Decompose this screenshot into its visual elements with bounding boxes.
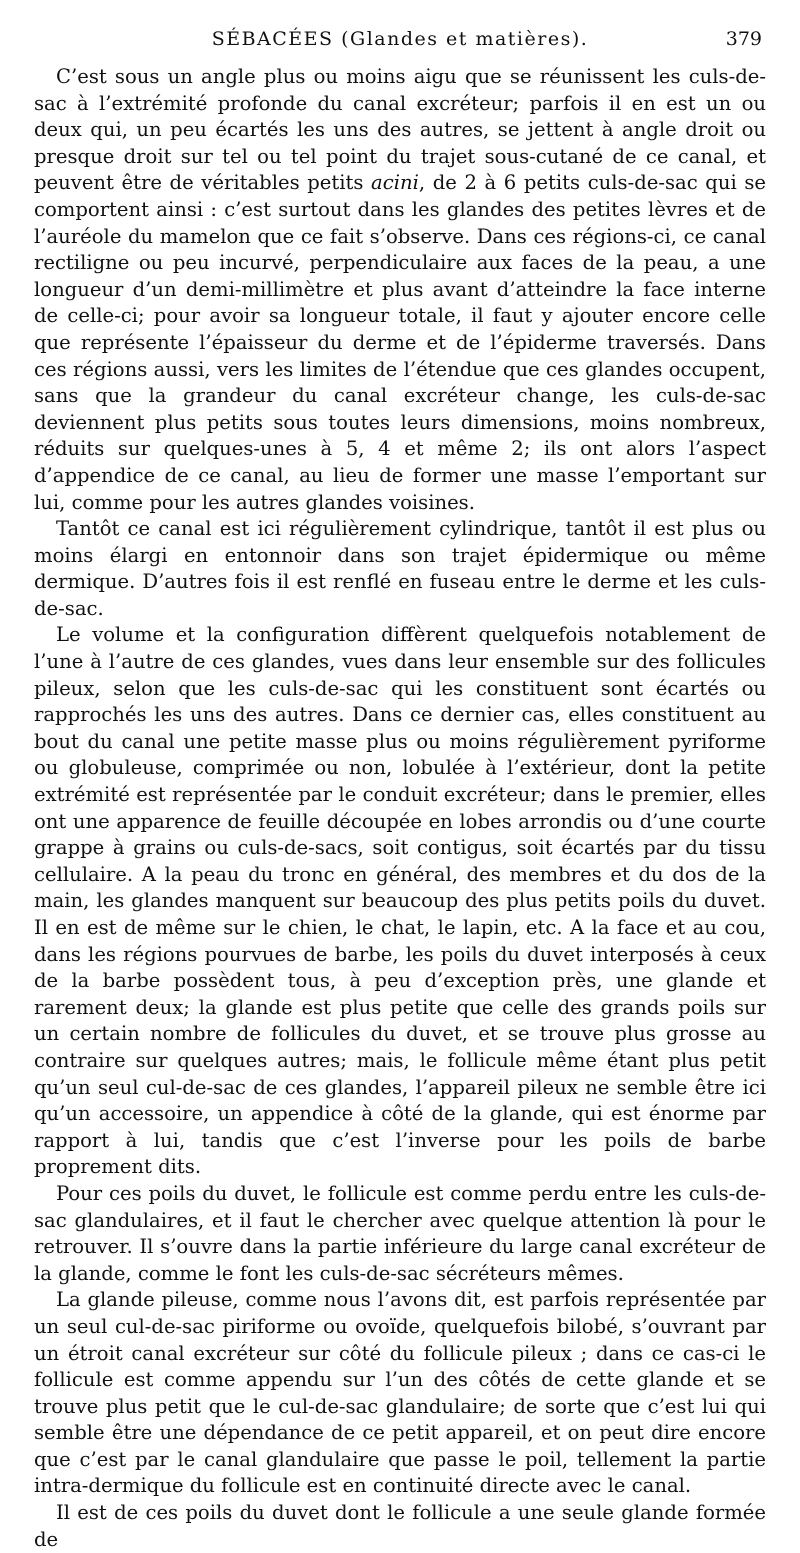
paragraph: Pour ces poils du duvet, le follicule est comme perdu entre les culs-de-sac glandulaires, et il faut le chercher avec quelque attention là pour le retrouver. Il s’ouvre dans la partie inférieure du large canal excréteur de la glande, comme le font les culs-de-sac sécréteurs mêmes. xyxy=(34,1181,766,1285)
paragraph: La glande pileuse, comme nous l’avons dit, est parfois représentée par un seul cul-de-sac piriforme ou ovoïde, quelquefois bilobé, s’ouvrant par un étroit canal excréteur sur côté du follicule pileux ; dans ce cas-ci le follicule est comme appendu sur l’un des côtés de cette glande et se trouve plus petit que le cul-de-sac glandulaire; de sorte que c’est lui qui semble être une dépendance de ce petit appareil, et on peut dire encore que c’est par le canal glandulaire que passe le poil, tellement la partie intra-dermique du follicule est en continuité directe avec le canal. xyxy=(34,1288,766,1498)
paragraph-text: C’est sous un angle plus ou moins aigu que se réunissent les culs-de-sac à l’extrémité profonde du canal excréteur; parfois il en est un ou deux qui, un peu écartés les uns des autres, se jettent à angle droit ou presque droit sur tel ou tel point du trajet sous-cutané de ce canal, et peuvent être de véritables petits xyxy=(34,65,766,195)
running-header xyxy=(34,28,766,64)
paragraph: Tantôt ce canal est ici régulièrement cylindrique, tantôt il est plus ou moins élargi en entonnoir dans son trajet épidermique ou même dermique. D’autres fois il est renflé en fuseau entre le derme et les culs-de-sac. xyxy=(34,517,766,620)
italic-term: acini xyxy=(371,171,419,195)
paragraph xyxy=(34,64,766,516)
running-title: SÉBACÉES (Glandes et matières). xyxy=(211,28,589,50)
paragraph-text: , de 2 à 6 petits culs-de-sac qui se comportent ainsi : c’est surtout dans les glandes des petites lèvres et de l’auréole du mamelon que ce fait s’observe. Dans ces régions-ci, ce canal rectiligne ou peu incurvé, perpendiculaire aux faces de la peau, a une longueur d’un demi-millimètre et plus avant d’atteindre la face interne de celle-ci; pour avoir sa longueur totale, il faut y ajouter encore celle que représente l’épaisseur du derme et de l’épiderme traversés. Dans ces régions aussi, vers les limites de l’étendue que ces glandes occupent, sans que la grandeur du canal excréteur change, les culs-de-sac deviennent plus petits sous toutes leurs dimensions, moins nombreux, réduits sur quelques-unes à 5, 4 et même 2; ils ont alors l’aspect d’appendice de ce canal, au lieu de former une masse l’emportant sur lui, comme pour les autres glandes voisines. xyxy=(34,171,766,514)
paragraph: Il est de ces poils du duvet dont le follicule a une seule glande formée de xyxy=(34,1501,766,1551)
page-number: 379 xyxy=(725,28,762,50)
paragraph: Le volume et la configuration diffèrent quelquefois notablement de l’une à l’autre de ces glandes, vues dans leur ensemble sur des follicules pileux, selon que les culs-de-sac qui les constituent sont écartés ou rapprochés les uns des autres. Dans ce dernier cas, elles constituent au bout du canal une petite masse plus ou moins régulièrement pyriforme ou globuleuse, comprimée ou non, lobulée à l’extérieur, dont la petite extrémité est représentée par le conduit excréteur; dans le premier, elles ont une apparence de feuille découpée en lobes arrondis ou d’une courte grappe à grains ou culs-de-sacs, soit contigus, soit écartés par du tissu cellulaire. A la peau du tronc en général, des membres et du dos de la main, les glandes manquent sur beaucoup des plus petits poils du duvet. Il en est de même sur le chien, le chat, le lapin, etc. A la face et au cou, dans les régions pourvues de barbe, les poils du duvet interposés à ceux de la barbe possèdent tous, à peu d’exception près, une glande et rarement deux; la glande est plus petite que celle des grands poils sur un certain nombre de follicules du duvet, et se trouve plus grosse au contraire sur quelques autres; mais, le follicule même étant plus petit qu’un seul cul-de-sac de ces glandes, l’appareil pileux ne semble être ici qu’un accessoire, un appendice à côté de la glande, qui est énorme par rapport à lui, tandis que c’est l’inverse pour les poils de barbe proprement dits. xyxy=(34,623,766,1179)
body-text xyxy=(34,64,766,1553)
